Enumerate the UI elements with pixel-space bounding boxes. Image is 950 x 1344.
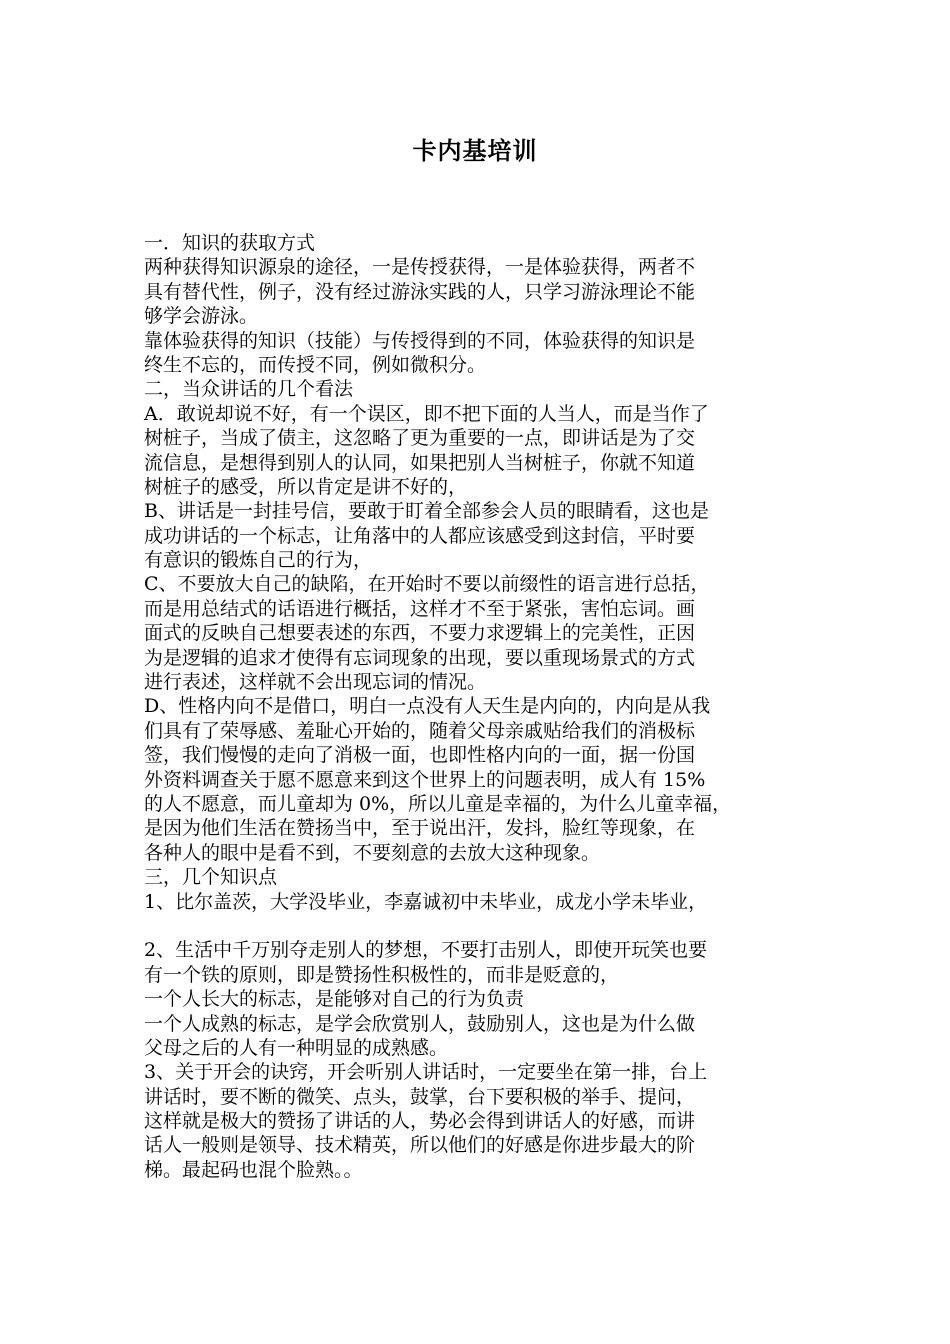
body-line: 成功讲话的一个标志，让角落中的人都应该感受到这封信，平时要 xyxy=(144,524,696,547)
body-line: 而是用总结式的话语进行概括，这样才不至于紧张，害怕忘词。画 xyxy=(144,597,696,620)
body-line: 树桩子，当成了债主，这忽略了更为重要的一点，即讲话是为了交 xyxy=(144,427,696,450)
body-line: 面式的反映自己想要表述的东西，不要力求逻辑上的完美性，正因 xyxy=(144,622,696,645)
body-line: 树桩子的感受，所以肯定是讲不好的， xyxy=(144,475,468,498)
document-body xyxy=(144,231,812,1182)
body-line: 有意识的锻炼自己的行为， xyxy=(144,549,373,572)
blank-line xyxy=(144,914,812,938)
body-line: 1、比尔盖茨，大学没毕业，李嘉诚初中未毕业，成龙小学未毕业， xyxy=(144,890,708,913)
body-line: 2、生活中千万别夺走别人的梦想，不要打击别人，即使开玩笑也要 xyxy=(144,939,708,962)
body-line: 的人不愿意，而儿童却为 0%，所以儿童是幸福的，为什么儿童幸福， xyxy=(144,792,732,815)
body-line: 签，我们慢慢的走向了消极一面，也即性格内向的一面，据一份国 xyxy=(144,744,696,767)
body-line: 够学会游泳。 xyxy=(144,305,259,328)
body-line: D、性格内向不是借口，明白一点没有人天生是内向的，内向是从我 xyxy=(144,695,711,718)
body-line: 具有替代性，例子，没有经过游泳实践的人，只学习游泳理论不能 xyxy=(144,280,696,303)
body-line: 进行表述，这样就不会出现忘词的情况。 xyxy=(144,671,487,694)
body-line: 靠体验获得的知识（技能）与传授得到的不同，体验获得的知识是 xyxy=(144,329,696,352)
body-line: A．敢说却说不好，有一个误区，即不把下面的人当人，而是当作了 xyxy=(144,402,709,425)
body-line: 外资料调查关于愿不愿意来到这个世界上的问题表明，成人有 15% xyxy=(144,768,706,791)
document-title: 卡内基培训 xyxy=(412,137,538,165)
body-line: 一个人长大的标志，是能够对自己的行为负责 xyxy=(144,988,525,1011)
body-line: 话人一般则是领导、技术精英，所以他们的好感是你进步最大的阶 xyxy=(144,1134,696,1157)
body-line: 梯。最起码也混个脸熟。。 xyxy=(144,1158,363,1181)
body-line: C、不要放大自己的缺陷，在开始时不要以前缀性的语言进行总括， xyxy=(144,573,710,596)
body-line: 两种获得知识源泉的途径，一是传授获得，一是体验获得，两者不 xyxy=(144,256,696,279)
body-line: 有一个铁的原则，即是赞扬性积极性的，而非是贬意的， xyxy=(144,963,620,986)
body-line: 终生不忘的，而传授不同，例如微积分。 xyxy=(144,353,487,376)
body-line: 是因为他们生活在赞扬当中，至于说出汗，发抖，脸红等现象，在 xyxy=(144,817,696,840)
body-line: 流信息，是想得到别人的认同，如果把别人当树桩子，你就不知道 xyxy=(144,451,696,474)
body-line: 二，当众讲话的几个看法 xyxy=(144,378,354,401)
body-line: 这样就是极大的赞扬了讲话的人，势必会得到讲话人的好感，而讲 xyxy=(144,1110,696,1133)
body-line: 一个人成熟的标志，是学会欣赏别人，鼓励别人，这也是为什么做 xyxy=(144,1012,696,1035)
body-line: 三，几个知识点 xyxy=(144,866,278,889)
body-line: 各种人的眼中是看不到，不要刻意的去放大这种现象。 xyxy=(144,841,601,864)
body-line: 讲话时，要不断的微笑、点头，鼓掌，台下要积极的举手、提问， xyxy=(144,1085,696,1108)
body-line: 3、关于开会的诀窍，开会听别人讲话时，一定要坐在第一排，台上 xyxy=(144,1061,708,1084)
body-line: 们具有了荣辱感、羞耻心开始的，随着父母亲戚贴给我们的消极标 xyxy=(144,719,696,742)
body-line: 一．知识的获取方式 xyxy=(144,232,316,254)
body-line: 为是逻辑的追求才使得有忘词现象的出现，要以重现场景式的方式 xyxy=(144,646,696,669)
body-line: B、讲话是一封挂号信，要敢于盯着全部参会人员的眼睛看，这也是 xyxy=(144,500,709,523)
body-line: 父母之后的人有一种明显的成熟感。 xyxy=(144,1036,449,1059)
